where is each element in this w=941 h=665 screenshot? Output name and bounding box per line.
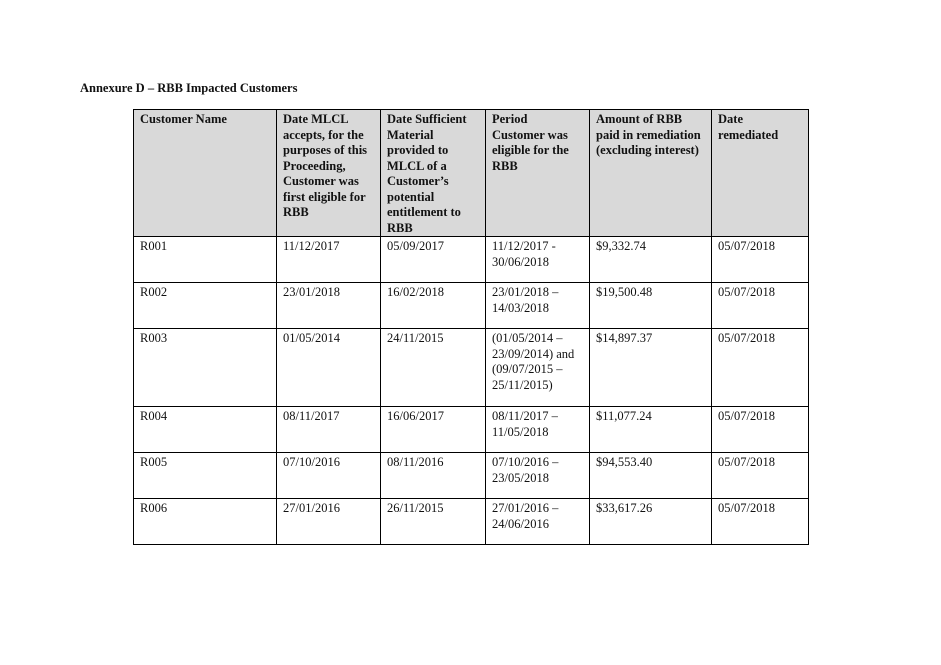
cell-first-eligible: 01/05/2014: [277, 329, 381, 407]
cell-customer: R006: [134, 499, 277, 545]
cell-customer: R004: [134, 407, 277, 453]
cell-material-provided: 05/09/2017: [381, 237, 486, 283]
document-title: Annexure D – RBB Impacted Customers: [80, 81, 298, 95]
header-customer-name: Customer Name: [134, 110, 277, 237]
header-row: [134, 110, 809, 237]
cell-amount: $33,617.26: [590, 499, 712, 545]
cell-amount: $9,332.74: [590, 237, 712, 283]
table-row: [134, 453, 809, 499]
cell-remediated: 05/07/2018: [712, 453, 809, 499]
cell-remediated: 05/07/2018: [712, 329, 809, 407]
header-eligible-period: Period Customer was eligible for the RBB: [486, 110, 590, 237]
header-material-provided-date: Date Sufficient Material provided to MLCL of a Customer’s potential entitlement to RBB: [381, 110, 486, 237]
cell-period: 27/01/2016 – 24/06/2016: [486, 499, 590, 545]
table-row: [134, 407, 809, 453]
cell-amount: $14,897.37: [590, 329, 712, 407]
cell-customer: R005: [134, 453, 277, 499]
cell-first-eligible: 27/01/2016: [277, 499, 381, 545]
table-row: [134, 237, 809, 283]
cell-period: 23/01/2018 – 14/03/2018: [486, 283, 590, 329]
impacted-customers-table: [133, 109, 809, 545]
cell-first-eligible: 07/10/2016: [277, 453, 381, 499]
header-date-remediated: Date remediated: [712, 110, 809, 237]
header-first-eligible-date: Date MLCL accepts, for the purposes of this Proceeding, Customer was first eligible for RBB: [277, 110, 381, 237]
cell-first-eligible: 11/12/2017: [277, 237, 381, 283]
cell-customer: R003: [134, 329, 277, 407]
cell-customer: R002: [134, 283, 277, 329]
table-row: [134, 329, 809, 407]
cell-remediated: 05/07/2018: [712, 499, 809, 545]
header-amount-paid: Amount of RBB paid in remediation (excluding interest): [590, 110, 712, 237]
table-header: [134, 110, 809, 237]
cell-material-provided: 26/11/2015: [381, 499, 486, 545]
cell-material-provided: 08/11/2016: [381, 453, 486, 499]
cell-amount: $19,500.48: [590, 283, 712, 329]
cell-amount: $11,077.24: [590, 407, 712, 453]
cell-remediated: 05/07/2018: [712, 237, 809, 283]
cell-remediated: 05/07/2018: [712, 407, 809, 453]
cell-material-provided: 16/06/2017: [381, 407, 486, 453]
cell-first-eligible: 08/11/2017: [277, 407, 381, 453]
cell-period: (01/05/2014 – 23/09/2014) and (09/07/2015 – 25/11/2015): [486, 329, 590, 407]
cell-period: 11/12/2017 - 30/06/2018: [486, 237, 590, 283]
table-row: [134, 499, 809, 545]
cell-customer: R001: [134, 237, 277, 283]
cell-first-eligible: 23/01/2018: [277, 283, 381, 329]
cell-material-provided: 24/11/2015: [381, 329, 486, 407]
cell-remediated: 05/07/2018: [712, 283, 809, 329]
table-body: [134, 237, 809, 545]
table-row: [134, 283, 809, 329]
cell-material-provided: 16/02/2018: [381, 283, 486, 329]
cell-period: 08/11/2017 – 11/05/2018: [486, 407, 590, 453]
cell-amount: $94,553.40: [590, 453, 712, 499]
cell-period: 07/10/2016 – 23/05/2018: [486, 453, 590, 499]
